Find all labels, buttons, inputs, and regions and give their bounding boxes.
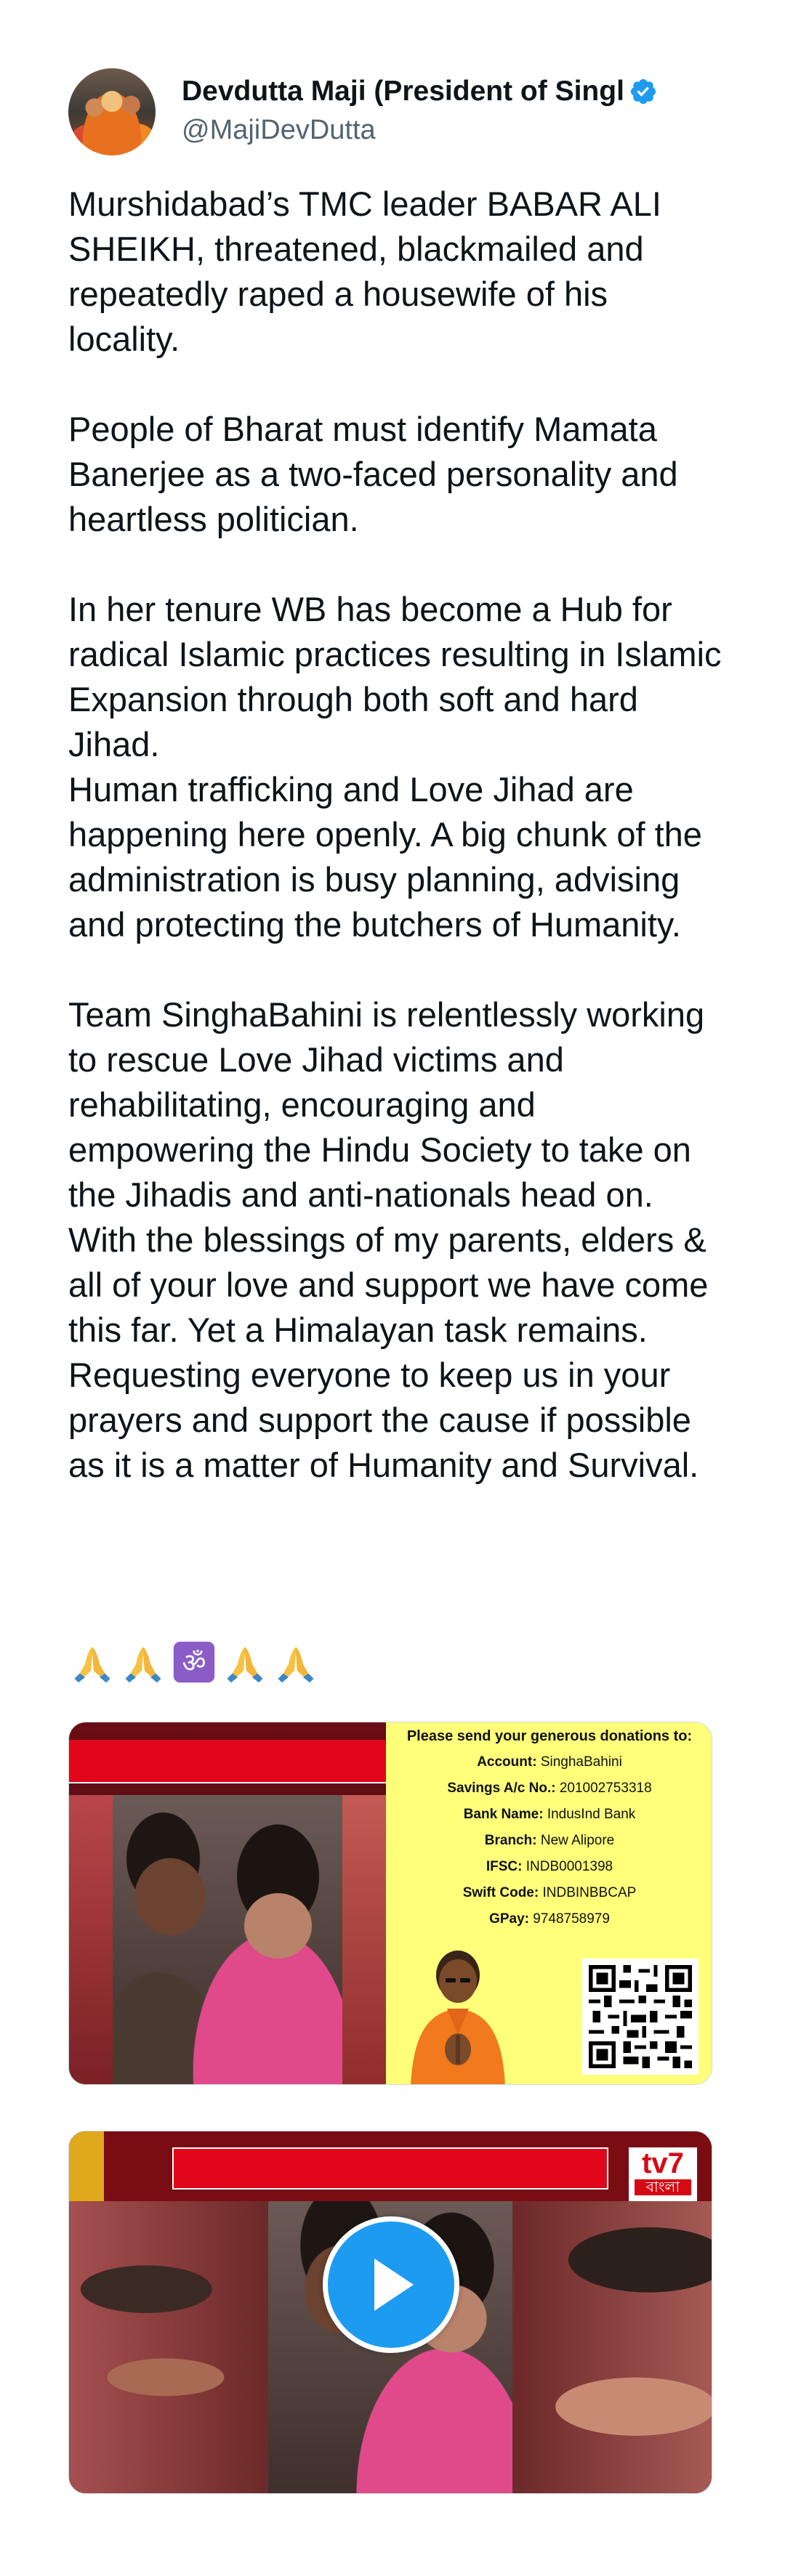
donation-row — [386, 1754, 712, 1770]
donation-label: Savings A/c No.: — [447, 1781, 556, 1796]
donation-label: IFSC: — [486, 1859, 523, 1874]
donation-label: GPay: — [489, 1911, 529, 1927]
photo-scene — [113, 1795, 342, 2085]
donation-row — [386, 1911, 712, 1927]
donation-row — [386, 1885, 712, 1901]
donation-value: New Alipore — [540, 1833, 615, 1848]
tweet-text — [68, 182, 722, 1488]
tweet-paragraph: Team SinghaBahini is relentlessly working to rescue Love Jihad victims and rehabilitating, encouraging and empowering the Hindu Society to take on the Jihadis and anti-nationals head on. With the blessings of my parents, elders & all of your love and support we have come this far. Yet a Himalayan task remains. Requesting everyone to keep us in your prayers and support the cause if possible as it is a matter of Humanity and Survival. — [68, 995, 709, 1484]
folded-hands-icon — [272, 1638, 320, 1686]
donation-value: IndusInd Bank — [547, 1807, 636, 1822]
tweet-paragraph: People of Bharat must identify Mamata Banerjee as a two-faced personality and heartless politician. — [68, 410, 688, 538]
donation-value: SinghaBahini — [540, 1754, 622, 1770]
author-display-name[interactable]: Devdutta Maji (President of Singl — [182, 76, 624, 107]
play-button[interactable] — [323, 2216, 459, 2353]
channel-logo-number: 7 — [667, 2147, 684, 2179]
video-top-banner — [69, 2131, 712, 2201]
donation-heading: Please send your generous donations to: — [406, 1728, 693, 1744]
donation-row — [386, 1807, 712, 1823]
donation-value: 201002753318 — [559, 1781, 652, 1796]
news-photo — [69, 1722, 386, 2085]
author-name-row[interactable] — [182, 73, 720, 110]
tweet-video[interactable] — [68, 2131, 712, 2494]
verified-badge-icon — [629, 77, 658, 106]
donation-row — [386, 1859, 712, 1875]
donation-label: Bank Name: — [463, 1807, 544, 1822]
donation-label: Branch: — [484, 1833, 537, 1848]
om-icon — [170, 1638, 218, 1686]
donation-value: INDBINBBCAP — [542, 1885, 637, 1900]
photo-blur-left — [69, 1795, 113, 2085]
channel-logo-language: বাংলা — [635, 2179, 691, 2195]
donation-label: Swift Code: — [462, 1885, 539, 1900]
channel-logo-mark — [629, 2147, 697, 2179]
video-headline-bar — [172, 2147, 608, 2190]
emoji-row — [68, 1638, 320, 1686]
gpay-qr-code — [582, 1959, 699, 2075]
svg-text:ॐ: ॐ — [182, 1647, 206, 1679]
folded-hands-icon — [68, 1638, 116, 1686]
play-icon — [366, 2256, 416, 2314]
folded-hands-icon — [119, 1638, 167, 1686]
photo-blur-right — [342, 1795, 386, 2085]
author-handle[interactable]: @MajiDevDutta — [182, 115, 376, 145]
tweet-image[interactable] — [68, 1722, 712, 2085]
donation-value: 9748758979 — [533, 1911, 610, 1927]
author-avatar[interactable] — [68, 68, 156, 155]
donation-value: INDB0001398 — [526, 1859, 613, 1874]
tweet-paragraph: Murshidabad’s TMC leader BABAR ALI SHEIKH, threatened, blackmailed and repeatedly raped a housewife of his locality. — [68, 185, 671, 358]
donation-row — [386, 1781, 712, 1797]
donation-row — [386, 1833, 712, 1849]
donation-label: Account: — [477, 1754, 537, 1770]
folded-hands-icon — [221, 1638, 269, 1686]
donation-panel — [386, 1722, 712, 2085]
channel-logo — [629, 2147, 697, 2208]
news-headline-bar — [69, 1740, 386, 1783]
channel-logo-text: tv — [642, 2147, 668, 2179]
tweet-paragraph: In her tenure WB has become a Hub for radical Islamic practices resulting in Islamic Expansion through both soft and hard Jihad. Human trafficking and Love Jihad are happening here openly. A big chunk of the administration is busy planning, advising and protecting the butchers of Humanity. — [68, 590, 722, 944]
donor-portrait — [403, 1933, 512, 2085]
